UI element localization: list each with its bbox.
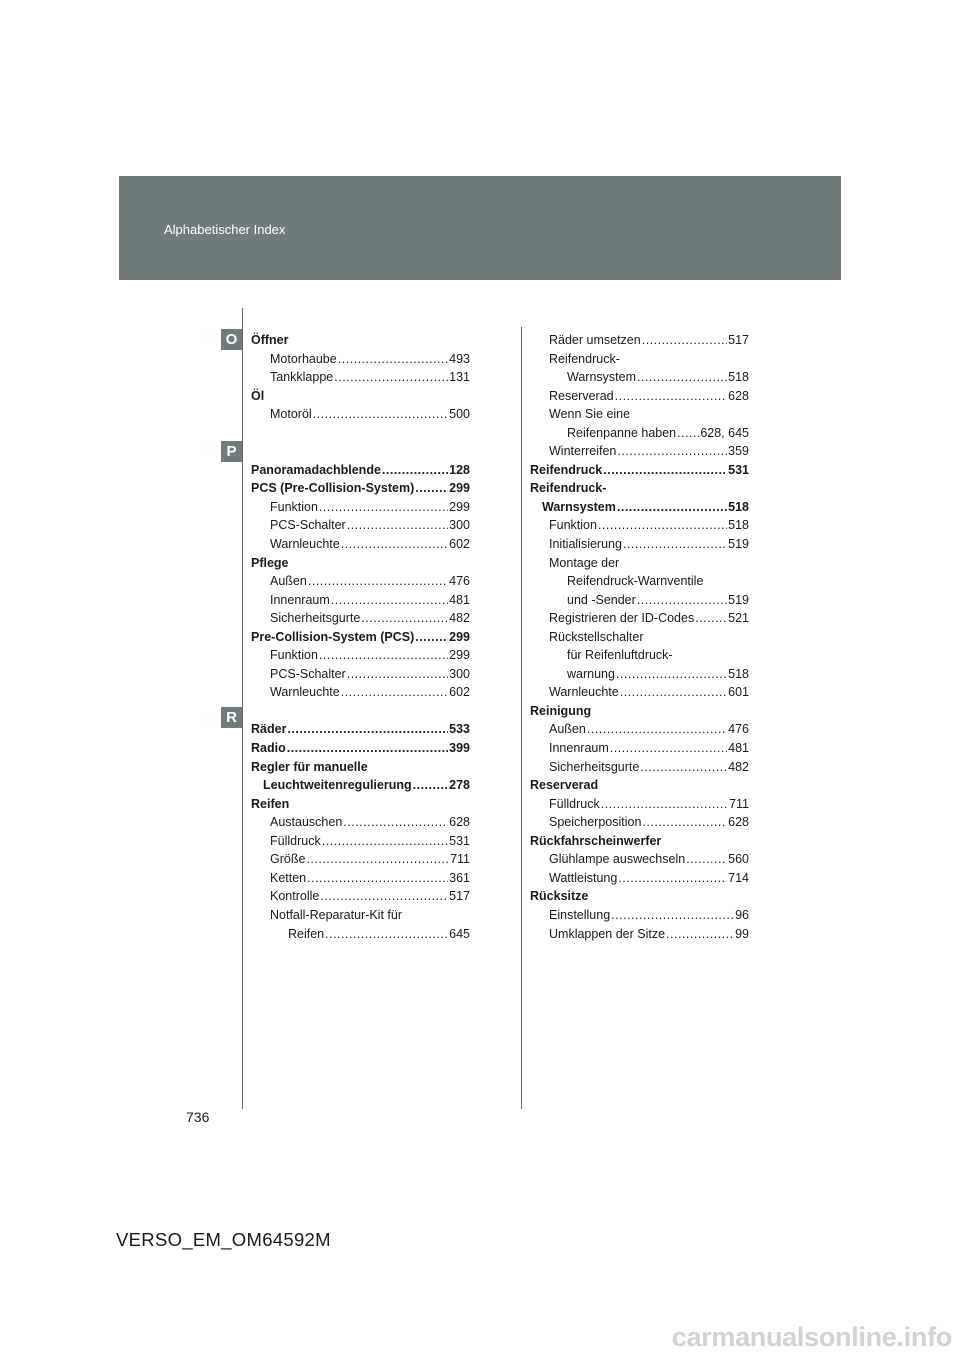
section-letter-o: O <box>221 329 242 350</box>
entry-text: Pflege <box>251 555 289 570</box>
entry-page[interactable]: 476 <box>449 574 470 589</box>
watermark: carmanualsonline.info <box>671 1322 952 1352</box>
index-entry <box>530 646 749 665</box>
entry-page[interactable]: 299 <box>449 648 470 663</box>
index-entry <box>251 331 470 350</box>
entry-text: Radio <box>251 741 286 756</box>
index-entry <box>530 906 749 925</box>
entry-page[interactable]: 500 <box>449 407 470 422</box>
entry-page[interactable]: 299 <box>449 499 470 514</box>
entry-text: Funktion <box>270 499 318 514</box>
index-entry <box>251 795 470 814</box>
entry-text: Fülldruck <box>549 796 600 811</box>
index-entry <box>251 739 470 758</box>
entry-text: Reserverad <box>530 778 599 793</box>
dot-leader <box>382 461 448 480</box>
index-entry <box>530 368 749 387</box>
dot-leader <box>642 331 727 350</box>
entry-text: Wattleistung <box>549 870 618 885</box>
dot-leader <box>343 813 448 832</box>
entry-text: Initialisierung <box>549 537 622 552</box>
entry-text: Größe <box>270 852 306 867</box>
dot-leader <box>415 479 448 498</box>
index-entry <box>251 591 470 610</box>
dot-leader <box>615 387 728 406</box>
index-column-left <box>251 331 470 943</box>
dot-leader <box>617 498 727 517</box>
entry-text: Außen <box>270 574 307 589</box>
index-entry <box>530 813 749 832</box>
index-entry <box>530 461 749 480</box>
dot-leader <box>695 609 727 628</box>
entry-page[interactable]: 96 <box>735 907 749 922</box>
entry-text: warnung <box>567 666 615 681</box>
left-divider <box>242 308 243 1109</box>
index-entry <box>530 776 749 795</box>
entry-text: Warnleuchte <box>270 685 340 700</box>
index-entry <box>530 387 749 406</box>
dot-leader <box>322 832 448 851</box>
index-entry <box>530 628 749 647</box>
entry-page[interactable]: 517 <box>449 889 470 904</box>
entry-text: Sicherheitsgurte <box>549 759 640 774</box>
index-entry <box>530 442 749 461</box>
center-divider <box>521 327 522 1109</box>
index-entry <box>530 795 749 814</box>
entry-text: Speicherposition <box>549 815 642 830</box>
entry-page[interactable]: 300 <box>449 666 470 681</box>
index-gap <box>251 442 470 461</box>
dot-leader <box>347 516 448 535</box>
entry-text: Motoröl <box>270 407 312 422</box>
index-entry <box>251 609 470 628</box>
index-entry <box>530 350 749 369</box>
entry-page[interactable]: 493 <box>449 351 470 366</box>
entry-page[interactable]: 602 <box>449 537 470 552</box>
entry-text: Warnleuchte <box>549 685 619 700</box>
index-entry <box>530 925 749 944</box>
index-entry <box>530 720 749 739</box>
entry-text: Warnsystem <box>542 499 616 514</box>
dot-leader <box>413 776 449 795</box>
entry-page[interactable]: 300 <box>449 518 470 533</box>
dot-leader <box>637 368 727 387</box>
dot-leader <box>618 869 727 888</box>
index-entry <box>251 479 470 498</box>
index-entry <box>530 609 749 628</box>
dot-leader <box>603 461 727 480</box>
entry-text: Fülldruck <box>270 833 321 848</box>
entry-text: Warnsystem <box>567 370 636 385</box>
entry-page[interactable]: 711 <box>729 796 749 811</box>
entry-page[interactable]: 399 <box>449 741 470 756</box>
entry-page[interactable]: 628 <box>728 815 749 830</box>
entry-text: Wenn Sie eine <box>549 407 631 422</box>
entry-text: PCS-Schalter <box>270 518 346 533</box>
entry-text: Reifendruck- <box>549 351 620 366</box>
index-entry <box>530 702 749 721</box>
dot-leader <box>415 628 448 647</box>
index-entry <box>251 387 470 406</box>
section-letter-p: P <box>221 441 242 462</box>
entry-text: Innenraum <box>549 741 609 756</box>
entry-text: Austauschen <box>270 815 343 830</box>
entry-page[interactable]: 361 <box>449 870 470 885</box>
entry-page[interactable]: 481 <box>728 741 749 756</box>
index-entry <box>251 720 470 739</box>
entry-text: Reinigung <box>530 703 592 718</box>
index-entry <box>251 461 470 480</box>
entry-text: Öffner <box>251 333 289 347</box>
entry-text: Reifenpanne haben <box>567 425 677 440</box>
index-entry <box>530 479 749 498</box>
dot-leader <box>331 591 448 610</box>
entry-text: Reifen <box>251 796 290 811</box>
dot-leader <box>601 795 728 814</box>
index-entry <box>251 646 470 665</box>
index-entry <box>251 683 470 702</box>
entry-page[interactable]: 299 <box>449 629 470 644</box>
dot-leader <box>319 646 448 665</box>
index-entry <box>251 350 470 369</box>
index-entry <box>251 869 470 888</box>
dot-leader <box>598 516 727 535</box>
index-entry <box>251 925 470 944</box>
dot-leader <box>308 572 448 591</box>
index-entry <box>530 832 749 851</box>
dot-leader <box>677 424 699 443</box>
entry-page[interactable]: 602 <box>449 685 470 700</box>
entry-page[interactable]: 518 <box>728 666 749 681</box>
entry-page[interactable]: 531 <box>728 462 749 477</box>
entry-text: Einstellung <box>549 907 611 922</box>
entry-page[interactable]: 482 <box>728 759 749 774</box>
index-entry <box>530 554 749 573</box>
entry-text: Ketten <box>270 870 307 885</box>
entry-page[interactable]: 476 <box>728 722 749 737</box>
dot-leader <box>642 813 727 832</box>
entry-text: und -Sender <box>567 592 636 607</box>
entry-text: Funktion <box>270 648 318 663</box>
header-title: Alphabetischer Index <box>164 222 286 237</box>
entry-page[interactable]: 278 <box>449 778 470 793</box>
entry-page[interactable]: 299 <box>449 481 470 496</box>
entry-page[interactable]: 519 <box>728 537 749 552</box>
index-entry <box>530 683 749 702</box>
dot-leader <box>313 405 448 424</box>
entry-text: PCS-Schalter <box>270 666 346 681</box>
entry-text: Sicherheitsgurte <box>270 611 361 626</box>
entry-text: PCS (Pre-Collision-System) <box>251 481 415 496</box>
index-entry <box>530 665 749 684</box>
index-entry <box>251 776 470 795</box>
entry-text: Motorhaube <box>270 351 337 366</box>
entry-page[interactable]: 711 <box>450 852 470 867</box>
entry-page[interactable]: 531 <box>449 833 470 848</box>
page-number: 736 <box>186 1109 210 1125</box>
entry-page[interactable]: 518 <box>728 370 749 385</box>
entry-page[interactable]: 645 <box>449 926 470 941</box>
entry-page[interactable]: 628, 645 <box>700 425 749 440</box>
dot-leader <box>287 739 448 758</box>
index-entry <box>251 405 470 424</box>
entry-page[interactable]: 533 <box>449 722 470 737</box>
entry-page[interactable]: 628 <box>728 388 749 403</box>
entry-text: Reserverad <box>549 388 614 403</box>
entry-text: Registrieren der ID-Codes <box>549 611 695 626</box>
dot-leader <box>287 720 448 739</box>
entry-text: Innenraum <box>270 592 330 607</box>
entry-page[interactable]: 482 <box>449 611 470 626</box>
index-entry <box>251 850 470 869</box>
dot-leader <box>623 535 727 554</box>
dot-leader <box>319 498 448 517</box>
index-entry <box>251 832 470 851</box>
entry-text: Reifendruck <box>530 462 603 477</box>
entry-page[interactable]: 99 <box>735 926 749 941</box>
document-code: VERSO_EM_OM64592M <box>116 1229 331 1250</box>
entry-text: Öl <box>251 388 265 403</box>
dot-leader <box>610 739 727 758</box>
entry-text: Rücksitze <box>530 889 589 904</box>
index-entry <box>251 887 470 906</box>
entry-page[interactable]: 359 <box>728 444 749 459</box>
entry-page[interactable]: 481 <box>449 592 470 607</box>
index-entry <box>530 498 749 517</box>
entry-text: Montage der <box>549 555 620 570</box>
index-entry <box>251 906 470 925</box>
index-entry <box>251 498 470 517</box>
index-entry <box>251 665 470 684</box>
entry-text: Außen <box>549 722 586 737</box>
index-entry <box>251 368 470 387</box>
dot-leader <box>341 535 448 554</box>
entry-text: Rückstellschalter <box>549 629 644 644</box>
index-entry <box>530 869 749 888</box>
dot-leader <box>620 683 727 702</box>
entry-text: Panoramadachblende <box>251 462 381 477</box>
entry-text: Warnleuchte <box>270 537 340 552</box>
entry-page[interactable]: 628 <box>449 815 470 830</box>
entry-text: Rückfahrscheinwerfer <box>530 833 662 848</box>
index-column-right <box>530 331 749 943</box>
page-header <box>119 176 841 280</box>
entry-page[interactable]: 131 <box>449 370 470 385</box>
entry-text: Pre-Collision-System (PCS) <box>251 629 415 644</box>
index-entry <box>530 516 749 535</box>
index-entry <box>530 758 749 777</box>
index-entry <box>251 758 470 777</box>
entry-text: Räder umsetzen <box>549 333 641 347</box>
dot-leader <box>320 887 448 906</box>
entry-page[interactable]: 518 <box>728 518 749 533</box>
index-entry <box>530 572 749 591</box>
section-letter-r: R <box>221 707 242 728</box>
entry-page[interactable]: 519 <box>728 592 749 607</box>
entry-text: Regler für manuelle <box>251 759 368 774</box>
dot-leader <box>347 665 448 684</box>
entry-page[interactable]: 714 <box>728 870 749 885</box>
index-entry <box>530 535 749 554</box>
index-entry <box>530 887 749 906</box>
entry-page[interactable]: 601 <box>728 685 749 700</box>
dot-leader <box>616 665 727 684</box>
dot-leader <box>637 591 727 610</box>
index-entry <box>530 331 749 350</box>
index-entry <box>251 554 470 573</box>
dot-leader <box>325 925 448 944</box>
entry-text: Notfall-Reparatur-Kit für <box>270 907 402 922</box>
entry-text: für Reifenluftdruck- <box>567 648 673 663</box>
index-entry <box>251 628 470 647</box>
dot-leader <box>341 683 448 702</box>
entry-page[interactable]: 517 <box>728 333 749 347</box>
index-gap <box>251 702 470 721</box>
index-entry <box>251 516 470 535</box>
dot-leader <box>361 609 448 628</box>
entry-text: Tankklappe <box>270 370 334 385</box>
entry-text: Reifendruck-Warnventile <box>567 574 704 589</box>
index-entry <box>251 572 470 591</box>
dot-leader <box>338 350 448 369</box>
index-entry <box>251 535 470 554</box>
index-entry <box>530 405 749 424</box>
entry-text: Kontrolle <box>270 889 320 904</box>
index-entry <box>530 850 749 869</box>
index-entry <box>530 424 749 443</box>
dot-leader <box>307 869 448 888</box>
entry-page[interactable]: 128 <box>449 462 470 477</box>
index-entry <box>251 813 470 832</box>
dot-leader <box>587 720 727 739</box>
entry-page[interactable]: 518 <box>728 499 749 514</box>
index-entry <box>530 739 749 758</box>
entry-page[interactable]: 560 <box>728 852 749 867</box>
entry-page[interactable]: 521 <box>728 611 749 626</box>
dot-leader <box>617 442 727 461</box>
entry-text: Reifendruck- <box>530 481 607 496</box>
index-gap <box>251 424 470 443</box>
index-entry <box>530 591 749 610</box>
entry-text: Reifen <box>288 926 325 941</box>
dot-leader <box>306 850 449 869</box>
entry-text: Funktion <box>549 518 597 533</box>
dot-leader <box>686 850 727 869</box>
entry-text: Umklappen der Sitze <box>549 926 666 941</box>
dot-leader <box>640 758 727 777</box>
entry-text: Glühlampe auswechseln <box>549 852 686 867</box>
entry-text: Winterreifen <box>549 444 617 459</box>
entry-text: Räder <box>251 722 287 737</box>
dot-leader <box>334 368 448 387</box>
entry-text: Leuchtweitenregulierung <box>263 778 412 793</box>
dot-leader <box>666 925 734 944</box>
dot-leader <box>611 906 734 925</box>
